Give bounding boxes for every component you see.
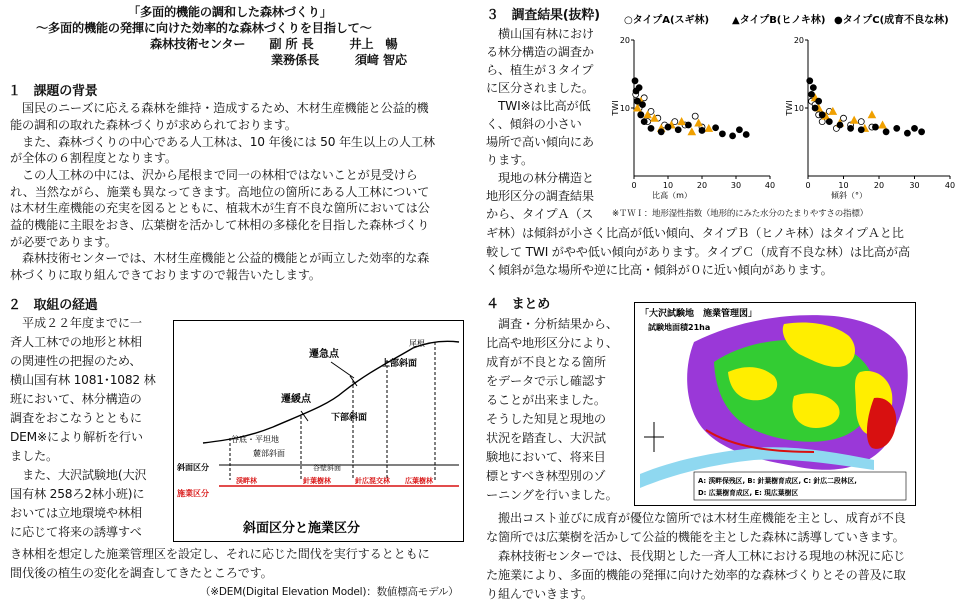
type-c-point bbox=[848, 125, 854, 131]
text-line: 現地の林分構造と bbox=[486, 171, 594, 185]
treat-label: 針広混交林 bbox=[355, 477, 390, 485]
type-c-point bbox=[736, 127, 742, 133]
y-axis-label: TWI bbox=[785, 100, 794, 116]
type-c-point bbox=[819, 112, 825, 118]
authors-line-1: 森林技術センター 副 所 長 井上 暢 bbox=[150, 37, 398, 51]
label-valley: 谷底・平坦地 bbox=[231, 435, 279, 444]
text-line: く、傾斜の小さい bbox=[486, 117, 582, 131]
x-tick-label: 20 bbox=[873, 181, 885, 190]
text-line: おいては立地環境や林相 bbox=[10, 506, 142, 520]
text-line: 調査をおこなうとともに bbox=[10, 411, 142, 425]
text-line: 調査・分析結果から、 bbox=[486, 317, 618, 331]
text-line: 場所で高い傾向にあ bbox=[486, 135, 594, 149]
y-axis-label: TWI bbox=[611, 100, 620, 116]
treat-label: 針葉樹林 bbox=[303, 477, 331, 485]
type-c-point bbox=[675, 127, 681, 133]
text-line: 益的機能に主眼をおき、広葉樹を活かして林相の多様化を目指した森林づくり bbox=[10, 218, 430, 232]
row-treat-label: 施業区分 bbox=[177, 489, 209, 498]
type-c-point bbox=[912, 125, 918, 131]
text-line: ました。 bbox=[10, 449, 58, 463]
type-a-point bbox=[692, 113, 698, 119]
text-line: 状況を踏査し、大沢試 bbox=[486, 431, 606, 445]
text-line: 験地において、将来目 bbox=[486, 450, 606, 464]
text-line: く傾斜が急な場所や逆に比高・傾斜が０に近い傾向があります。 bbox=[486, 263, 833, 277]
type-c-point bbox=[641, 119, 647, 125]
scatter-chart-slope bbox=[784, 32, 960, 202]
type-b-point bbox=[879, 122, 886, 129]
legend-item-a: ○タイプA(スギ林) bbox=[624, 15, 710, 26]
label-divergence: 遷急点 bbox=[309, 349, 339, 360]
y-tick-label: 10 bbox=[619, 104, 630, 113]
twi-footnote: ※ＴＷＩ：地形湿性指数（地形的にみた水分のたまりやすさの指標） bbox=[612, 209, 868, 219]
type-c-point bbox=[872, 124, 878, 130]
type-c-point bbox=[665, 124, 671, 130]
type-c-point bbox=[640, 102, 646, 108]
dem-footnote: （※DEM(Digital Elevation Model)：数値標高モデル） bbox=[200, 586, 459, 598]
type-b-point bbox=[705, 125, 712, 131]
type-c-point bbox=[883, 129, 889, 135]
text-line: ーニングを行いました。 bbox=[486, 488, 618, 502]
x-tick-label: 0 bbox=[631, 181, 637, 190]
diagram-caption: 斜面区分と施業区分 bbox=[243, 521, 361, 536]
text-line: た施業により、多面的機能の発揮に向けた効率的な森林づくりとその普及に取 bbox=[486, 568, 906, 582]
type-c-point bbox=[730, 133, 736, 139]
y-tick-label: 20 bbox=[793, 36, 804, 45]
type-c-point bbox=[685, 122, 691, 128]
text-line: り組んでいきます。 bbox=[486, 587, 593, 601]
type-b-point bbox=[695, 119, 702, 126]
type-c-point bbox=[812, 105, 818, 111]
type-b-point bbox=[868, 111, 875, 118]
type-b-point bbox=[851, 117, 858, 124]
type-c-point bbox=[648, 125, 654, 131]
slope-diagram bbox=[173, 320, 464, 542]
chart-legend bbox=[624, 10, 964, 28]
authors-line-2: 業務係長 須﨑 智応 bbox=[271, 53, 407, 67]
type-c-point bbox=[816, 98, 822, 104]
type-b-point bbox=[678, 118, 685, 125]
type-c-point bbox=[858, 127, 864, 133]
text-line: また、大沢試験地(大沢 bbox=[10, 468, 147, 482]
type-c-point bbox=[826, 119, 832, 125]
scatter-chart-height bbox=[610, 32, 780, 202]
map-area: 試験地面積21ha bbox=[648, 323, 711, 332]
map-legend-1: A: 渓畔保残区, B: 針葉樹育成区, C: 針広二段林区, bbox=[698, 477, 857, 485]
label-upper: 上部斜面 bbox=[381, 359, 418, 369]
type-a-point bbox=[841, 115, 847, 121]
type-c-point bbox=[743, 132, 749, 138]
x-tick-label: 40 bbox=[764, 181, 776, 190]
text-line: 斉人工林での地形と林相 bbox=[10, 335, 142, 349]
text-line: TWI※は比高が低 bbox=[486, 99, 591, 113]
text-line: 横山国有林 1081･1082 林 bbox=[10, 373, 156, 387]
text-line: 能の調和の取れた森林づくりが求められております。 bbox=[10, 118, 297, 132]
type-c-point bbox=[719, 131, 725, 137]
type-c-point bbox=[699, 127, 705, 133]
treat-label: 広葉樹林 bbox=[405, 477, 433, 485]
text-line: をデータで示し確認す bbox=[486, 374, 606, 388]
map-legend-2: D: 広葉樹育成区, E: 現広葉樹区 bbox=[698, 489, 799, 497]
text-line: る林分構造の調査か bbox=[486, 45, 594, 59]
text-line: また、森林づくりの中心である人工林は、10 年後には 50 年生以上の人工林 bbox=[10, 135, 435, 149]
page-subtitle: ～多面的機能の発揮に向けた効率的な森林づくりを目指して～ bbox=[36, 21, 372, 35]
treat-label: 渓畔林 bbox=[236, 477, 257, 485]
text-line: に応じて将来の誘導すべ bbox=[10, 525, 142, 539]
text-line: DEM※により解析を行い bbox=[10, 430, 143, 444]
x-tick-label: 40 bbox=[944, 181, 956, 190]
text-line: 国有林 258ろ2林小班)に bbox=[10, 487, 145, 501]
management-map bbox=[634, 302, 916, 506]
type-c-point bbox=[632, 78, 638, 84]
text-line: 横山国有林におけ bbox=[486, 27, 594, 41]
type-c-point bbox=[658, 129, 664, 135]
type-c-point bbox=[807, 78, 813, 84]
text-line: 地形区分の調査結果 bbox=[486, 189, 594, 203]
type-c-point bbox=[837, 122, 843, 128]
text-line: この人工林の中には、沢から尾根まで同一の林相ではないことが見受けら bbox=[10, 168, 418, 182]
label-ridge: 尾根 bbox=[409, 339, 425, 348]
row-slope-label: 斜面区分 bbox=[177, 463, 209, 472]
text-line: 国民のニーズに応える森林を維持・造成するため、木材生産機能と公益的機 bbox=[10, 101, 429, 115]
text-line: 間伐後の植生の変化を調査してきたところです。 bbox=[10, 566, 273, 580]
text-line: そうした知見と現地の bbox=[486, 412, 606, 426]
type-a-point bbox=[858, 119, 864, 125]
label-lower: 下部斜面 bbox=[331, 413, 368, 423]
label-valleyside: 谷壁斜面 bbox=[313, 464, 341, 472]
section-1-heading: １ 課題の背景 bbox=[8, 84, 98, 99]
text-line: ることが出来ました。 bbox=[486, 393, 606, 407]
type-c-point bbox=[636, 85, 642, 91]
text-line: が全体の６割程度となります。 bbox=[10, 151, 177, 165]
text-line: き林相を想定した施業管理区を設定し、それに応じた間伐を実行するとともに bbox=[10, 547, 430, 561]
text-line: 森林技術センターでは、木材生産機能と公益的機能とが両立した効率的な森 bbox=[10, 251, 430, 265]
type-c-point bbox=[810, 85, 816, 91]
type-c-point bbox=[713, 125, 719, 131]
text-line: が必要であります。 bbox=[10, 235, 117, 249]
x-tick-label: 20 bbox=[696, 181, 708, 190]
text-line: ら、植生が３タイプ bbox=[486, 63, 594, 77]
type-b-point bbox=[688, 128, 695, 135]
x-tick-label: 30 bbox=[909, 181, 920, 190]
map-title: 「大沢試験地 施業管理図」 bbox=[640, 309, 758, 319]
text-line: 搬出コスト並びに成育が優位な箇所では木材生産機能を主とし、成育が不良 bbox=[486, 511, 906, 525]
text-line: ギ林）は傾斜が小さく比高が低い傾向、タイプＢ（ヒノキ林）はタイプＡと比 bbox=[486, 226, 904, 240]
section-2-heading: ２ 取組の経過 bbox=[8, 298, 98, 313]
section-4-heading: ４ まとめ bbox=[486, 297, 551, 312]
text-line: な箇所では広葉樹を活かして公益的機能を主とした森林に誘導していきます。 bbox=[486, 530, 905, 544]
legend-item-b: ▲タイプB(ヒノキ林) bbox=[732, 15, 826, 26]
page-title: 「多面的機能の調和した森林づくり」 bbox=[128, 5, 332, 19]
x-tick-label: 10 bbox=[838, 181, 849, 190]
x-tick-label: 10 bbox=[662, 181, 674, 190]
text-line: 林づくりに取り組んできておりますので報告いたします。 bbox=[10, 268, 321, 282]
text-line: 平成２２年度までに一 bbox=[10, 316, 142, 330]
type-c-point bbox=[919, 129, 925, 135]
text-line: 班において、林分構造の bbox=[10, 392, 142, 406]
section-3-heading: ３ 調査結果(抜粋) bbox=[486, 8, 600, 23]
text-line: 森林技術センターでは、長伐期とした一斉人工林における現地の林況に応じ bbox=[486, 549, 906, 563]
type-c-point bbox=[638, 112, 644, 118]
label-foot: 麓部斜面 bbox=[253, 449, 285, 458]
legend-item-c: ●タイプC(成育不良な林) bbox=[834, 15, 949, 26]
text-line: の関連性の把握のため、 bbox=[10, 354, 142, 368]
y-tick-label: 10 bbox=[793, 104, 804, 113]
type-c-point bbox=[904, 130, 910, 136]
text-line: 較して TWI がやや低い傾向があります。タイプＣ（成育不良な林）は比高が高 bbox=[486, 245, 910, 259]
text-line: 標とすべき林型別のゾ bbox=[486, 469, 606, 483]
y-tick-label: 20 bbox=[619, 36, 630, 45]
text-line: に区分されました。 bbox=[486, 81, 594, 95]
x-tick-label: 0 bbox=[805, 181, 811, 190]
x-tick-label: 30 bbox=[730, 181, 742, 190]
text-line: ります。 bbox=[486, 153, 533, 167]
x-axis-label: 傾斜（°） bbox=[831, 191, 867, 200]
text-line: は木材生産機能の充実を図るとともに、植栽木が生育不良な箇所においては公 bbox=[10, 201, 430, 215]
type-c-point bbox=[809, 91, 815, 97]
label-convergence: 遷緩点 bbox=[281, 394, 311, 405]
text-line: から、タイプＡ（ス bbox=[486, 207, 594, 221]
text-line: 比高や地形区分により、 bbox=[486, 336, 618, 350]
x-axis-label: 比高（m） bbox=[652, 191, 692, 200]
type-c-point bbox=[894, 125, 900, 131]
text-line: れ、当然ながら、施業も異なってきます。高地位の箇所にある人工林について bbox=[10, 185, 430, 199]
text-line: 成育が不良となる箇所 bbox=[486, 355, 606, 369]
